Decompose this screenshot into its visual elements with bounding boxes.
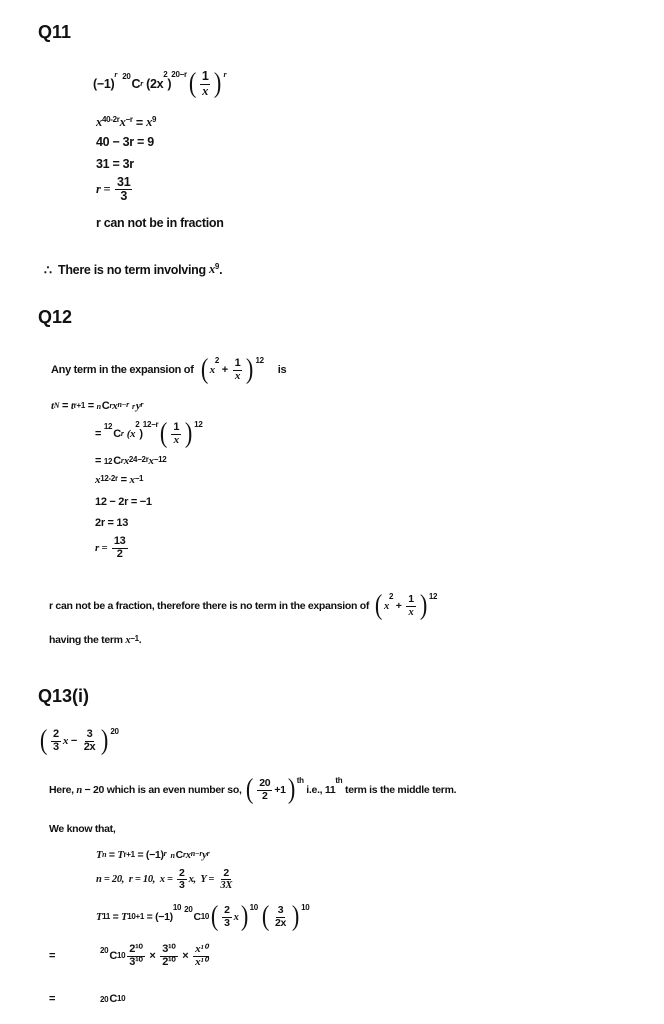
q12-line-2: = 12 C r (x 2 ) 12−r ( $\frac{1}{x}$ ) 12 bbox=[95, 418, 203, 449]
q13-expression: ( $\frac{2}{3}$ x − $\frac{3}{2x}$ ) 20 bbox=[39, 725, 119, 756]
q13-line-2: n = 20, r = 10, x = $\frac{2}{3}$ x, Y = $\frac{2}{3X}$ bbox=[96, 867, 233, 892]
q12-intro: Any term in the expansion of ( x 2 + $\frac{1}{x}$ ) 12 is bbox=[51, 354, 287, 385]
q12-line-3: = 12 C r x 24−2r x −12 bbox=[95, 455, 167, 467]
q12-line-6: 2r = 13 bbox=[95, 517, 129, 529]
q13-line-3: T 11 = T 10+1 = (−1) 10 20 C 10 ( $\frac{2}{3}$ x ) 10 ( $\frac{3}{2x}$ ) 10 bbox=[96, 901, 310, 932]
q11-line-5: r = $\frac{31}{3}$ bbox=[96, 175, 131, 204]
q13-line-5: = 20 C 10 bbox=[49, 993, 126, 1005]
q12-line-7: r = $\frac{13}{2}$ bbox=[95, 535, 126, 560]
q12-line-4: x 12-2r = x −1 bbox=[95, 474, 144, 486]
q11-line-6: r can not be in fraction bbox=[96, 216, 224, 230]
q11-line-1: (−1) r 20 C r (2x 2 ) 20−r ( $\frac{1}{x}$ ) r bbox=[93, 68, 227, 99]
q11-heading: Q11 bbox=[38, 22, 72, 42]
q12-conclusion-1: r can not be a fraction, therefore there is no term in the expansion of ( x 2 + $\frac{1}{x}$ ) 12 bbox=[49, 590, 438, 621]
q11-conclusion: ∴ There is no term involving x 9 . bbox=[44, 262, 223, 277]
q13-line-1: T n = T r+1 = (−1) r n C r x n−r y r bbox=[96, 849, 210, 861]
q13-line-4: = 20 C 10 $\frac{\text{2¹⁰}}{\text{3¹⁰}}$ × $\frac{\text{3¹⁰}}{\text{2¹⁰}}$ × $\frac{\text{x¹⁰}}{\text{x¹⁰}}$ bbox=[49, 943, 208, 968]
q12-line-1: t N = t r+1 = n C r x n−r r y r bbox=[51, 400, 144, 412]
q11-line-3: 40 − 3r = 9 bbox=[96, 135, 154, 149]
q12-conclusion-2: having the term x −1 . bbox=[49, 634, 142, 646]
q11-line-4: 31 = 3r bbox=[96, 157, 134, 171]
q13-we-know: We know that, bbox=[49, 823, 116, 835]
q11-line-2: x 40-2r x −r = x 9 bbox=[96, 115, 157, 130]
q13-here-line: Here, n − 20 which is an even number so, ( $\frac{20}{2}$ +1 ) th i.e., 11 th term is the middle term. bbox=[49, 774, 457, 805]
q12-heading: Q12 bbox=[38, 307, 73, 327]
q12-line-5: 12 − 2r = −1 bbox=[95, 496, 152, 508]
q13-heading: Q13(i) bbox=[38, 686, 90, 706]
